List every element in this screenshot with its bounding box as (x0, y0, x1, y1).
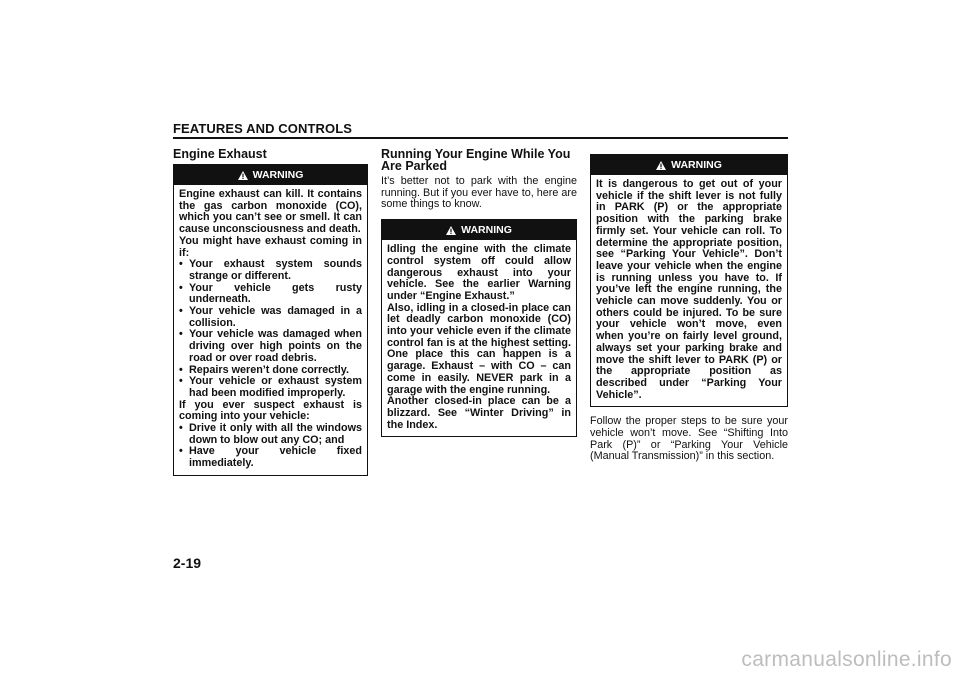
warning-label: WARNING (252, 169, 304, 181)
list-item: • Drive it only with all the windows down to blow out any CO; and (179, 423, 362, 446)
warning-label: WARNING (461, 224, 512, 237)
intro-text: It’s better not to park with the engine running. But if you ever have to, here are some things to know. (381, 175, 577, 211)
warning-box-shift-lever (590, 154, 788, 407)
list-item: • Your vehicle or exhaust system had been modified improperly. (179, 376, 362, 399)
list-item: • Your exhaust system sounds strange or different. (179, 259, 362, 282)
column-parking-warning (590, 148, 788, 463)
warning-paragraph: Also, idling in a closed-in place can let deadly carbon monoxide (CO) into your vehicle even if the climate control fan is at the highest setting. One place this can happen is a garage. Exhaust – with CO – can come in easily. NEVER park in a garage with the engine running. (387, 301, 571, 396)
warning-paragraph: Idling the engine with the climate control system off could allow dangerous exhaust into your vehicle. See the earlier Warning under “Engine Exhaust.” (387, 243, 571, 302)
column-engine-exhaust (173, 148, 368, 476)
warning-paragraph: Another closed-in place can be a blizzard. See “Winter Driving” in the Index. (387, 395, 571, 431)
section-header: FEATURES AND CONTROLS (173, 121, 353, 136)
column-running-engine-parked (381, 148, 577, 437)
warning-triangle-icon (238, 171, 248, 180)
warning-header (174, 165, 367, 185)
warning-box-exhaust (173, 164, 368, 476)
list-item: • Your vehicle gets rusty underneath. (179, 283, 362, 306)
watermark: carmanualsonline.info (741, 648, 952, 671)
list-item: • Repairs weren’t done correctly. (179, 365, 362, 377)
warning-lead: If you ever suspect exhaust is coming into your vehicle: (179, 398, 362, 423)
warning-triangle-icon (446, 226, 456, 235)
warning-lead: You might have exhaust coming in if: (179, 234, 362, 259)
warning-list (179, 259, 362, 399)
body-text: Follow the proper steps to be sure your vehicle won’t move. See “Shifting Into Park (P)” or “Parking Your Vehicle (Manual Transmission)” in this section. (590, 415, 788, 463)
warning-triangle-icon (656, 161, 666, 170)
warning-paragraph: It is dangerous to get out of your vehicle if the shift lever is not fully in PARK (P) or the appropriate position with the parking brake firmly set. Your vehicle can roll. To determine the appropriate position, see “Parking Your Vehicle”. Don’t leave your vehicle when the engine is running unless you have to. If you’ve left the engine running, the vehicle can move suddenly. You or others could be injured. To be sure your vehicle won’t move, even when you’re on fairly level ground, always set your parking brake and move the shift lever to PARK (P) or the appropriate position as described under “Parking Your Vehicle”. (596, 178, 782, 401)
heading-running-engine: Running Your Engine While You Are Parked (381, 147, 571, 173)
warning-list (179, 423, 362, 470)
warning-header (591, 155, 787, 175)
page-number: 2-19 (173, 555, 202, 571)
header-rule (173, 137, 788, 139)
warning-label: WARNING (671, 159, 722, 171)
warning-body (382, 240, 576, 436)
list-item: • Your vehicle was damaged in a collision. (179, 306, 362, 329)
heading-engine-exhaust: Engine Exhaust (173, 147, 267, 161)
warning-box-idling (381, 219, 577, 437)
warning-body (174, 185, 367, 475)
warning-intro: Engine exhaust can kill. It contains the gas carbon monoxide (CO), which you can’t see or smell. It can cause unconsciousness and death. (179, 188, 362, 236)
warning-header (382, 220, 576, 240)
list-item: • Your vehicle was damaged when driving over high points on the road or over road debris. (179, 329, 362, 364)
list-item: • Have your vehicle fixed immediately. (179, 446, 362, 469)
warning-body (591, 175, 787, 406)
